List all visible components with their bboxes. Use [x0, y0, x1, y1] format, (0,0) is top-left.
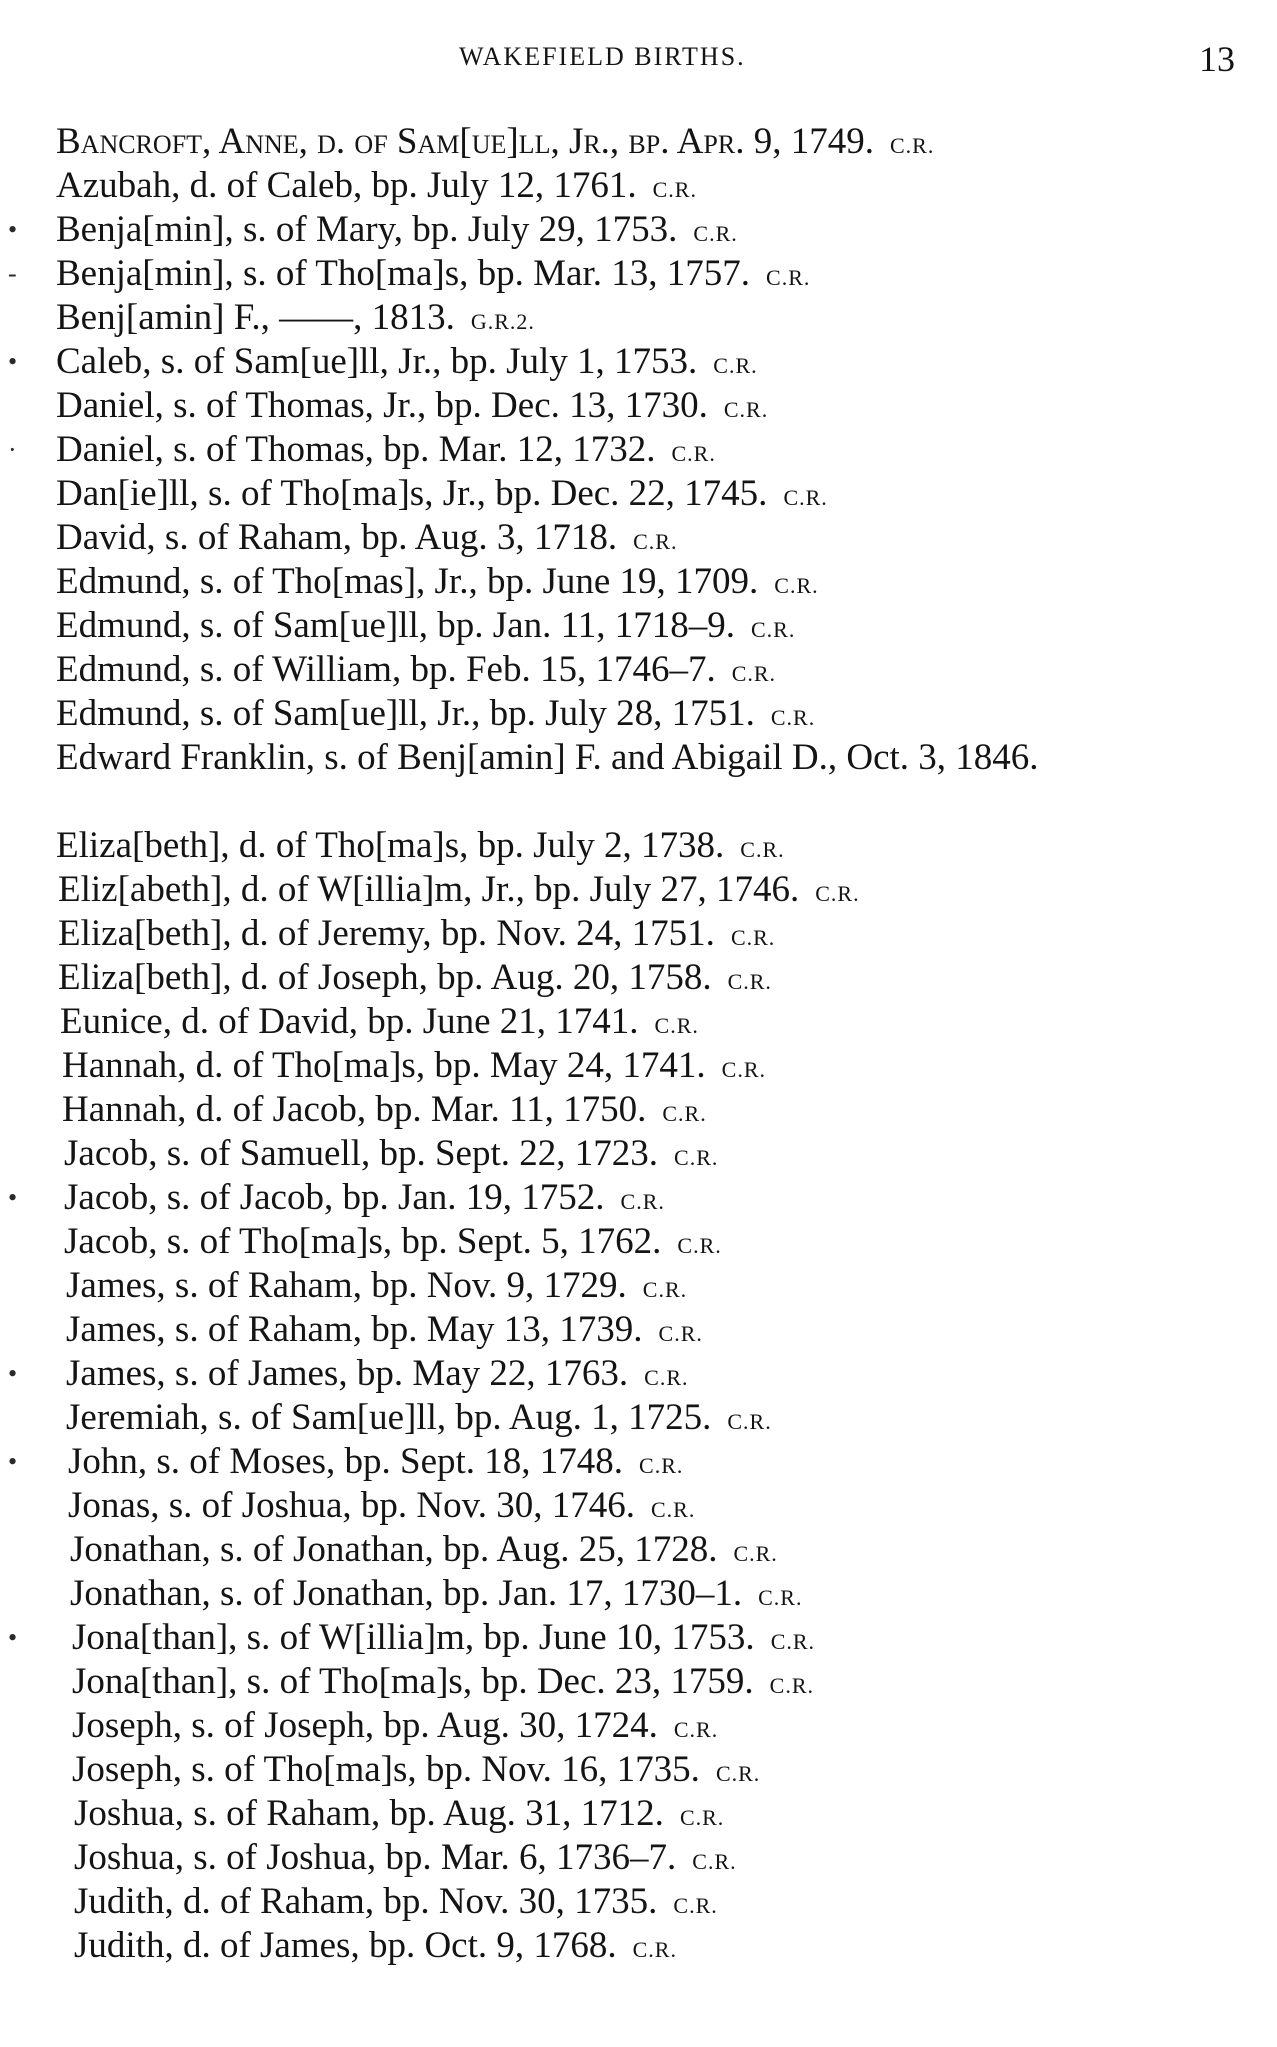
record-entry: [0, 252, 1277, 296]
margin-mark: •: [8, 1623, 18, 1652]
record-source: C.R.: [889, 133, 935, 158]
record-entry: [0, 1176, 1277, 1220]
record-entry: [0, 1000, 1277, 1044]
record-entry: [0, 208, 1277, 252]
record-text: Jacob, s. of Samuell, bp. Sept. 22, 1723.: [64, 1133, 659, 1174]
record-text: Jonas, s. of Joshua, bp. Nov. 30, 1746.: [68, 1485, 635, 1526]
record-entry: [0, 120, 1277, 164]
record-entry: [0, 560, 1277, 604]
record-source: C.R.: [740, 837, 785, 862]
record-text: Joshua, s. of Joshua, bp. Mar. 6, 1736–7.: [74, 1837, 677, 1878]
record-source: C.R.: [723, 397, 769, 422]
record-text: Daniel, s. of Thomas, bp. Mar. 12, 1732.: [56, 429, 656, 470]
record-text: Jacob, s. of Jacob, bp. Jan. 19, 1752.: [64, 1177, 605, 1218]
record-text: Edmund, s. of William, bp. Feb. 15, 1746–7.: [56, 649, 716, 690]
margin-mark: •: [8, 1447, 18, 1476]
record-source: C.R.: [644, 1365, 689, 1390]
record-source: C.R.: [654, 1013, 699, 1038]
record-text: Dan[ie]ll, s. of Tho[ma]s, Jr., bp. Dec. 22, 1745.: [56, 473, 768, 514]
record-source: C.R.: [658, 1321, 703, 1346]
record-source: C.R.: [674, 1145, 719, 1170]
record-source: C.R.: [692, 1849, 737, 1874]
record-source: C.R.: [632, 1937, 677, 1962]
record-source: C.R.: [642, 1277, 688, 1302]
record-source: C.R.: [727, 969, 772, 994]
record-source: C.R.: [733, 1541, 778, 1566]
record-source: C.R.: [758, 1585, 803, 1610]
record-text: Joseph, s. of Tho[ma]s, bp. Nov. 16, 1735.: [72, 1749, 700, 1790]
record-text: Jonathan, s. of Jonathan, bp. Jan. 17, 1730–1.: [70, 1573, 743, 1614]
record-text: Daniel, s. of Thomas, Jr., bp. Dec. 13, 1730.: [56, 385, 708, 426]
record-entry: [0, 1352, 1277, 1396]
record-source: C.R.: [679, 1805, 725, 1830]
record-entry: [0, 1132, 1277, 1176]
record-entry: [0, 1044, 1277, 1088]
record-entry: [0, 384, 1277, 428]
record-entry: [0, 1660, 1277, 1704]
record-source: C.R.: [677, 1233, 722, 1258]
record-text: Edmund, s. of Tho[mas], Jr., bp. June 19, 1709.: [56, 561, 759, 602]
record-text: James, s. of Raham, bp. May 13, 1739.: [66, 1309, 643, 1350]
record-source: C.R.: [693, 221, 738, 246]
record-source: C.R.: [639, 1453, 684, 1478]
record-source: C.R.: [770, 705, 816, 730]
page-number: 13: [1199, 39, 1235, 79]
record-source: C.R.: [671, 441, 716, 466]
record-text: James, s. of Raham, bp. Nov. 9, 1729.: [66, 1265, 627, 1306]
record-entry: [0, 164, 1277, 208]
margin-mark: -: [8, 259, 17, 288]
record-text: Bancroft, Anne, d. of Sam[ue]ll, Jr., bp. Apr. 9, 1749.: [56, 121, 874, 162]
record-source: C.R.: [783, 485, 828, 510]
record-text: Benj[amin] F., ——, 1813.: [56, 297, 455, 338]
record-entry: [0, 472, 1277, 516]
record-text: Eunice, d. of David, bp. June 21, 1741.: [60, 1001, 639, 1042]
record-entry: [0, 1396, 1277, 1440]
record-source: C.R.: [750, 617, 796, 642]
record-source: C.R.: [633, 529, 678, 554]
margin-mark: •: [8, 215, 18, 244]
record-text: Hannah, d. of Jacob, bp. Mar. 11, 1750.: [62, 1089, 647, 1130]
record-text: Joshua, s. of Raham, bp. Aug. 31, 1712.: [74, 1793, 664, 1834]
record-entry: [0, 1880, 1277, 1924]
record-entry: [0, 1308, 1277, 1352]
record-text: Eliza[beth], d. of Joseph, bp. Aug. 20, 1758.: [58, 957, 712, 998]
margin-mark: •: [8, 1183, 18, 1212]
record-text: Jeremiah, s. of Sam[ue]ll, bp. Aug. 1, 1725.: [66, 1397, 712, 1438]
record-text: Hannah, d. of Tho[ma]s, bp. May 24, 1741.: [62, 1045, 706, 1086]
record-entry: [0, 956, 1277, 1000]
record-entry: [0, 648, 1277, 692]
record-entry: [0, 1704, 1277, 1748]
record-entry: [0, 1088, 1277, 1132]
record-text: Joseph, s. of Joseph, bp. Aug. 30, 1724.: [72, 1705, 658, 1746]
record-entry: [0, 1484, 1277, 1528]
record-entry: [0, 1748, 1277, 1792]
record-text: Azubah, d. of Caleb, bp. July 12, 1761.: [56, 165, 637, 206]
record-text: Edmund, s. of Sam[ue]ll, bp. Jan. 11, 1718–9.: [56, 605, 735, 646]
margin-mark: •: [8, 347, 18, 376]
margin-mark: ·: [8, 435, 17, 464]
running-head: [0, 39, 1277, 82]
page-title: WAKEFIELD BIRTHS.: [459, 42, 746, 71]
record-source: C.R.: [673, 1893, 718, 1918]
record-source: C.R.: [715, 1761, 761, 1786]
record-source: C.R.: [769, 1673, 814, 1698]
birth-records-list: [0, 120, 1277, 1968]
record-source: C.R.: [815, 881, 860, 906]
record-entry: [0, 296, 1277, 340]
record-text: Eliza[beth], d. of Jeremy, bp. Nov. 24, 1751.: [58, 913, 715, 954]
record-entry: [0, 516, 1277, 560]
record-entry: [0, 340, 1277, 384]
record-source: C.R.: [652, 177, 697, 202]
record-entry: [0, 1792, 1277, 1836]
record-entry: [0, 1264, 1277, 1308]
record-entry: [0, 1924, 1277, 1968]
record-source: C.R.: [774, 573, 819, 598]
record-text: Caleb, s. of Sam[ue]ll, Jr., bp. July 1, 1753.: [56, 341, 698, 382]
record-entry: [0, 1440, 1277, 1484]
record-entry: [0, 692, 1277, 736]
record-text: Benja[min], s. of Mary, bp. July 29, 1753.: [56, 209, 678, 250]
record-text: Jona[than], s. of Tho[ma]s, bp. Dec. 23, 1759.: [72, 1661, 754, 1702]
record-text: Edward Franklin, s. of Benj[amin] F. and Abigail D., Oct. 3, 1846.: [56, 737, 1039, 778]
record-source: G.R.2.: [470, 309, 535, 334]
record-source: C.R.: [730, 925, 776, 950]
record-source: C.R.: [673, 1717, 719, 1742]
record-text: Eliz[abeth], d. of W[illia]m, Jr., bp. July 27, 1746.: [58, 869, 800, 910]
record-entry: [0, 824, 1277, 868]
record-text: Jacob, s. of Tho[ma]s, bp. Sept. 5, 1762.: [64, 1221, 662, 1262]
record-text: Jona[than], s. of W[illia]m, bp. June 10, 1753.: [72, 1617, 755, 1658]
record-text: Benja[min], s. of Tho[ma]s, bp. Mar. 13, 1757.: [56, 253, 751, 294]
record-text: Edmund, s. of Sam[ue]ll, Jr., bp. July 28, 1751.: [56, 693, 755, 734]
record-source: C.R.: [766, 265, 811, 290]
record-entry: [0, 912, 1277, 956]
record-source: C.R.: [713, 353, 758, 378]
record-source: C.R.: [770, 1629, 816, 1654]
record-source: C.R.: [721, 1057, 766, 1082]
record-source: C.R.: [662, 1101, 707, 1126]
record-entry: [0, 736, 1277, 824]
record-text: John, s. of Moses, bp. Sept. 18, 1748.: [68, 1441, 624, 1482]
record-entry: [0, 1836, 1277, 1880]
record-entry: [0, 868, 1277, 912]
record-source: C.R.: [731, 661, 777, 686]
record-text: David, s. of Raham, bp. Aug. 3, 1718.: [56, 517, 618, 558]
record-source: C.R.: [620, 1189, 665, 1214]
record-text: Eliza[beth], d. of Tho[ma]s, bp. July 2, 1738.: [56, 825, 725, 866]
record-text: Jonathan, s. of Jonathan, bp. Aug. 25, 1728.: [70, 1529, 718, 1570]
record-entry: [0, 1220, 1277, 1264]
record-entry: [0, 1616, 1277, 1660]
record-text: James, s. of James, bp. May 22, 1763.: [66, 1353, 629, 1394]
record-source: C.R.: [650, 1497, 696, 1522]
record-entry: [0, 604, 1277, 648]
margin-mark: •: [8, 1359, 18, 1388]
record-text: Judith, d. of Raham, bp. Nov. 30, 1735.: [74, 1881, 658, 1922]
record-entry: [0, 1528, 1277, 1572]
record-entry: [0, 428, 1277, 472]
record-source: C.R.: [727, 1409, 772, 1434]
record-entry: [0, 1572, 1277, 1616]
record-text: Judith, d. of James, bp. Oct. 9, 1768.: [74, 1925, 617, 1966]
